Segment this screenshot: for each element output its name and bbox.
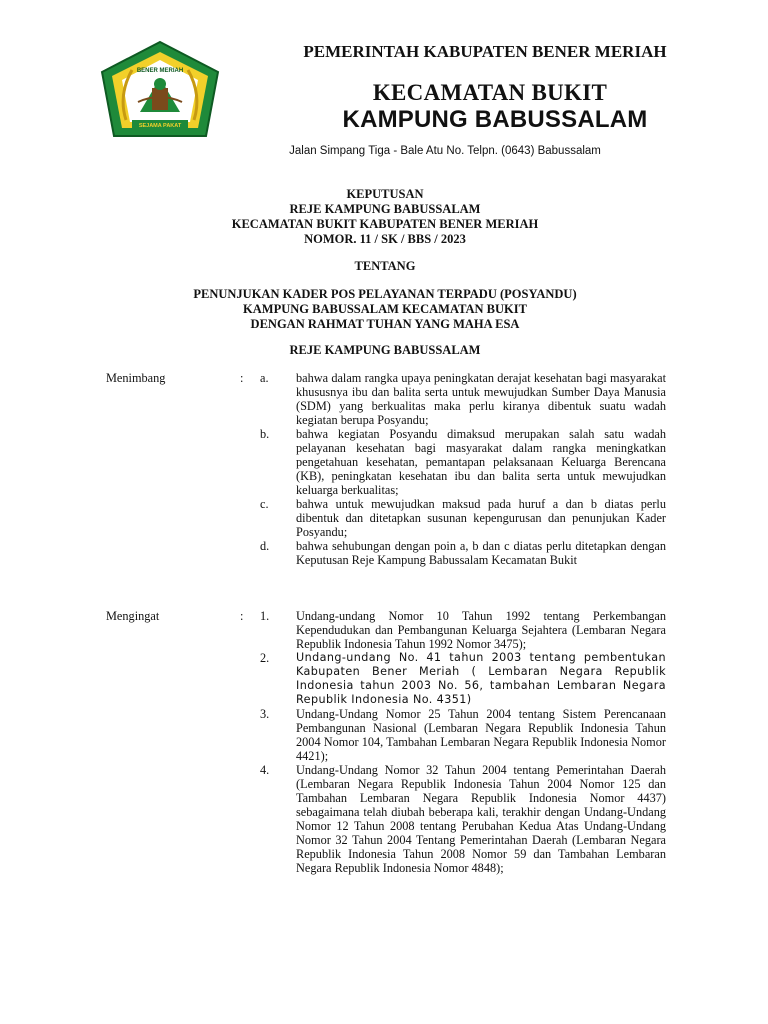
letterhead-government: PEMERINTAH KABUPATEN BENER MERIAH xyxy=(303,42,667,61)
logo-text-top: BENER MERIAH xyxy=(136,68,184,74)
decree-heading xyxy=(100,187,670,247)
item-number: c. xyxy=(260,497,269,511)
decree-label: KEPUTUSAN xyxy=(346,187,424,201)
item-text: bahwa untuk mewujudkan maksud pada huruf a dan b diatas perlu dibentuk dan ditetapkan susunan kepengurusan dan penunjukan Kader Posyandu; xyxy=(296,497,666,539)
menimbang-item-b xyxy=(106,427,666,497)
mengingat-item-1 xyxy=(106,609,666,651)
mengingat-label: Mengingat xyxy=(106,609,160,623)
tentang-heading: TENTANG xyxy=(354,259,416,273)
item-number: 2. xyxy=(260,651,270,665)
menimbang-item-c xyxy=(106,497,666,539)
decree-region: KECAMATAN BUKIT KABUPATEN BENER MERIAH xyxy=(231,217,539,231)
item-number: 3. xyxy=(260,707,270,721)
item-text: Undang-Undang Nomor 32 Tahun 2004 tentang Pemerintahan Daerah (Lembaran Negara Republik Indonesia Tahun 2004 Nomor 125 dan Tambahan Lembaran Negara Republik Indonesia Nomor 4437) sebagaimana telah diubah beberapa kali, terakhir dengan Undang-Undang Nomor 12 Tahun 2008 tentang Perubahan Kedua Atas Undang-Undang Nomor 32 Tahun 2004 Tentang Pemerintahan Daerah (Lembaran Negara Republik Indonesia Tahun 2008 Nomor 59 dan Tambahan Lembaran Negara Republik Indonesia Nomor 4848); xyxy=(296,763,666,875)
item-number: a. xyxy=(260,371,269,385)
item-text: bahwa sehubungan dengan poin a, b dan c diatas perlu ditetapkan dengan Keputusan Reje Kampung Babussalam Kecamatan Bukit xyxy=(296,539,666,567)
item-text: Undang-Undang Nomor 25 Tahun 2004 tentang Sistem Perencanaan Pembangunan Nasional (Lembaran Negara Republik Indonesia Tahun 2004 Nomor 104, Tambahan Lembaran Negara Republik Indonesia Nomor 4421); xyxy=(296,707,666,763)
letterhead-address: Jalan Simpang Tiga - Bale Atu No. Telpn. (0643) Babussalam xyxy=(289,145,601,157)
regency-crest-logo xyxy=(100,40,220,140)
mengingat-item-3 xyxy=(106,707,666,763)
mengingat-colon: : xyxy=(240,609,244,623)
decree-number: NOMOR. 11 / SK / BBS / 2023 xyxy=(304,232,466,246)
item-number: d. xyxy=(260,539,270,553)
subject-line-2: KAMPUNG BABUSSALAM KECAMATAN BUKIT xyxy=(243,302,527,316)
decree-issuer: REJE KAMPUNG BABUSSALAM xyxy=(289,202,481,216)
subject-line-3: DENGAN RAHMAT TUHAN YANG MAHA ESA xyxy=(250,317,520,331)
letterhead-village: KAMPUNG BABUSSALAM xyxy=(342,106,648,133)
item-text: bahwa dalam rangka upaya peningkatan derajat kesehatan bagi masyarakat khususnya ibu dan balita serta untuk mewujudkan Sumber Daya Manusia (SDM) yang berkualitas maka perlu kiranya dibentuk suatu wadah kegiatan berupa Posyandu; xyxy=(296,371,666,427)
logo-text-bottom: SEJAMA PAKAT xyxy=(138,123,182,129)
item-text: Undang-undang No. 41 tahun 2003 tentang pembentukan Kabupaten Bener Meriah ( Lembaran Negara Republik Indonesia tahun 2003 No. 56, tambahan Lembaran Negara Republik Indonesia No. 4351) xyxy=(296,651,666,706)
menimbang-item-a xyxy=(106,371,666,427)
item-number: 4. xyxy=(260,763,270,777)
item-text: Undang-undang Nomor 10 Tahun 1992 tentang Perkembangan Kependudukan dan Pembangunan Keluarga Sejahtera (Lembaran Negara Republik Indonesia Tahun 1992 Nomor 3475); xyxy=(296,609,666,651)
mengingat-item-2 xyxy=(106,651,666,707)
menimbang-item-d xyxy=(106,539,666,567)
item-text: bahwa kegiatan Posyandu dimaksud merupakan salah satu wadah pelayanan kesehatan bagi masyarakat dalam rangka meningkatkan pengetahuan kesehatan, pemantapan pelaksanaan Keluarga Berencana (KB), peningkatan kesehatan ibu dan balita serta untuk mewujudkan keluarga berkualitas; xyxy=(296,427,666,497)
mengingat-section xyxy=(106,609,666,875)
menimbang-section xyxy=(106,371,666,567)
menimbang-colon: : xyxy=(240,371,244,385)
mengingat-item-4 xyxy=(106,763,666,875)
reje-heading: REJE KAMPUNG BABUSSALAM xyxy=(289,343,481,357)
decree-subject xyxy=(100,287,670,332)
subject-line-1: PENUNJUKAN KADER POS PELAYANAN TERPADU (POSYANDU) xyxy=(193,287,577,301)
item-number: b. xyxy=(260,427,270,441)
menimbang-label: Menimbang xyxy=(106,371,166,385)
letterhead-district: KECAMATAN BUKIT xyxy=(372,80,608,105)
item-number: 1. xyxy=(260,609,270,623)
